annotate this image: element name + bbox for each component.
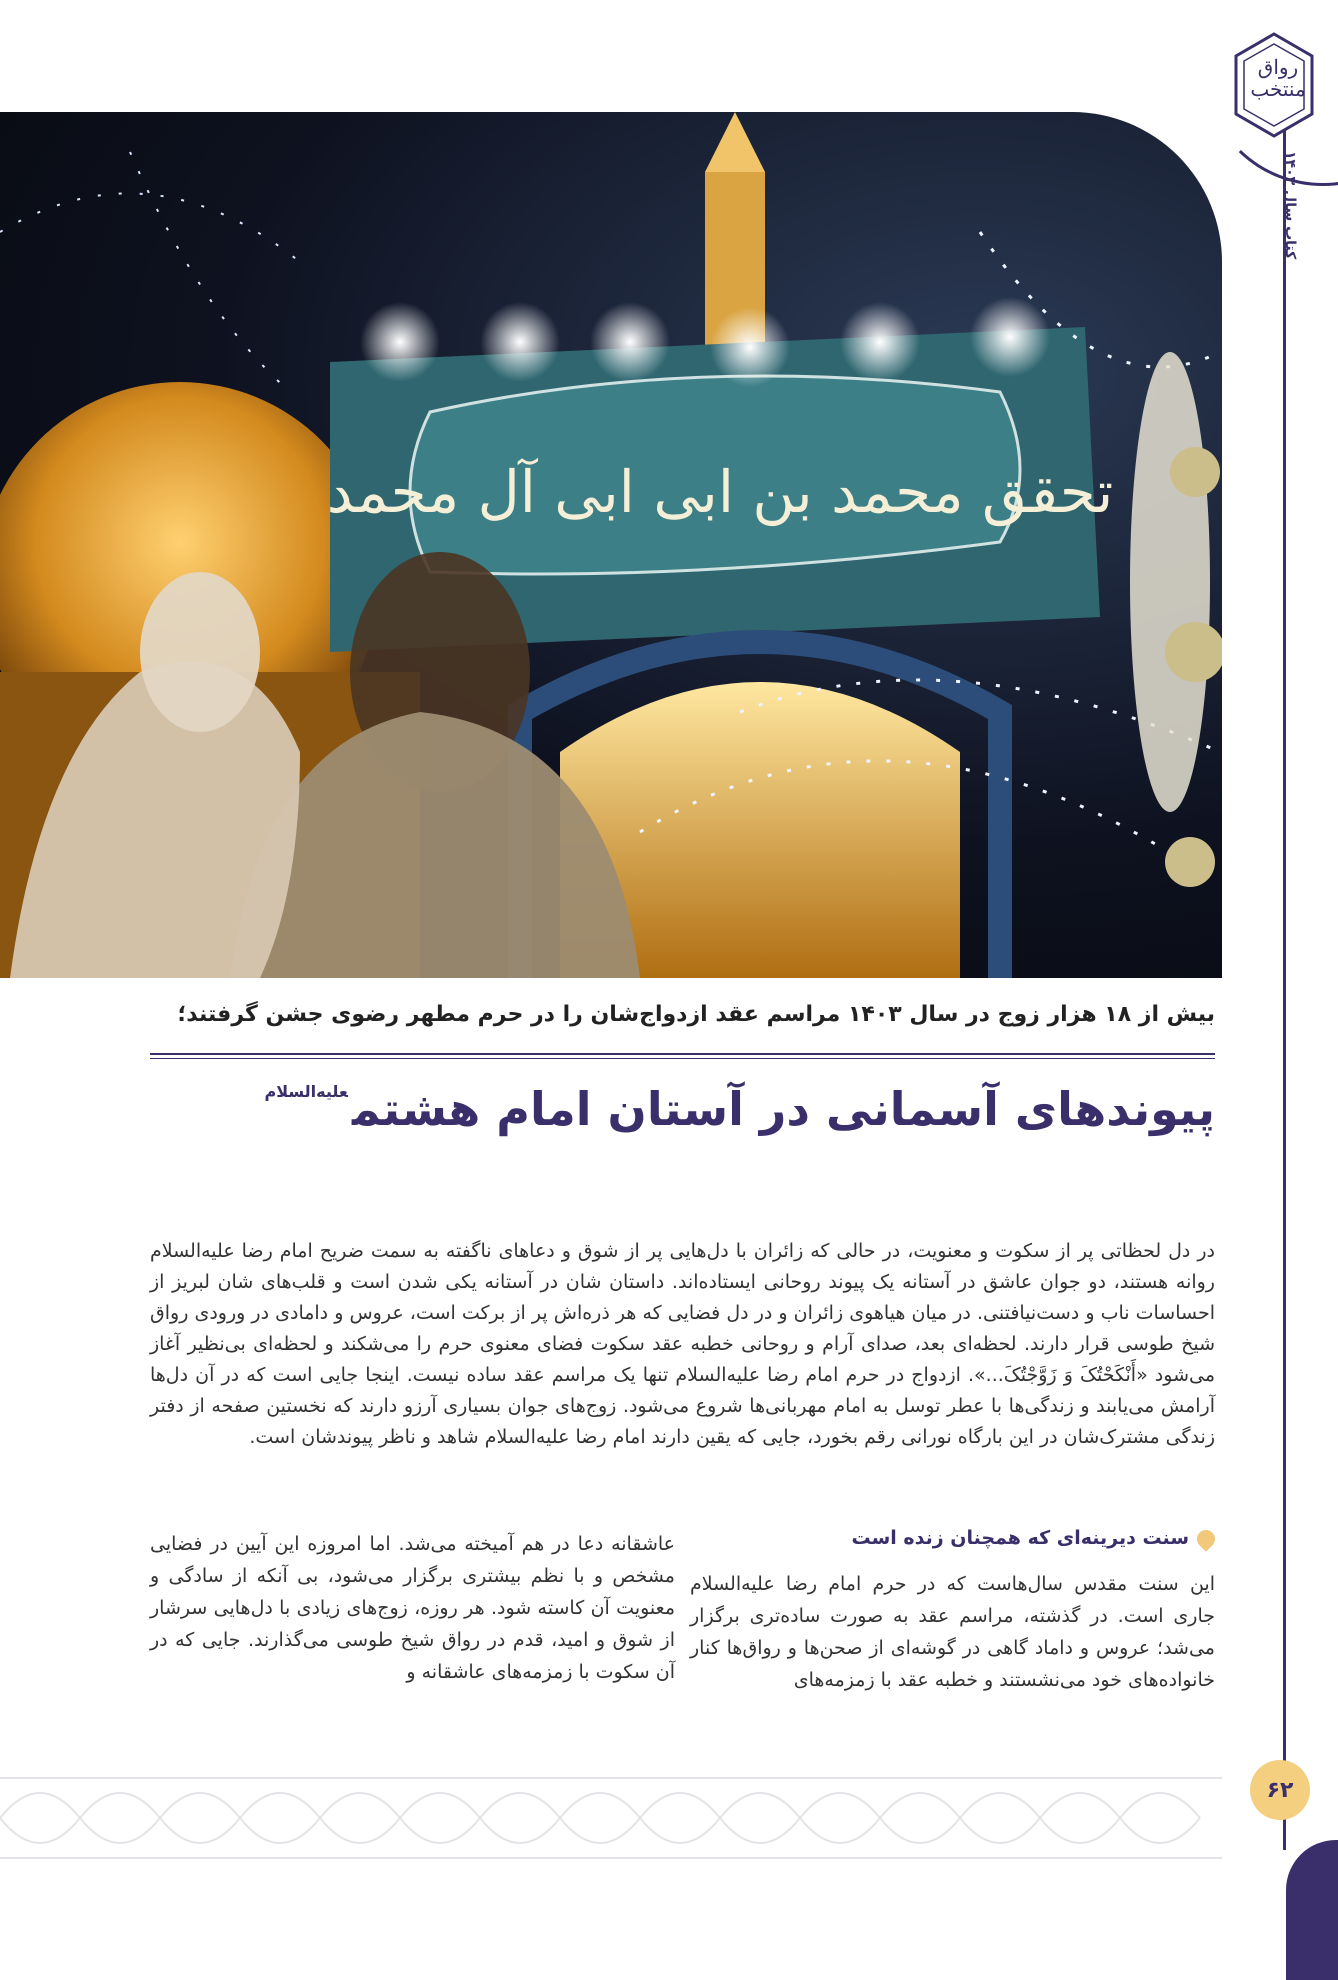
- bullet-icon: [1193, 1526, 1218, 1551]
- page-number: ۶۲: [1250, 1760, 1310, 1820]
- title-honorific: علیه‌السلام: [264, 1082, 348, 1101]
- section-heading: [720, 1527, 1215, 1549]
- lead-paragraph: در دل لحظاتی پر از سکوت و معنویت، در حالی که زائران با دل‌هایی پر از شوق و دعاهای ناگفته به سمت ضریح امام رضا علیه‌السلام روانه هستند، دو جوان عاشق در آستانه یک پیوند روحانی ایستاده‌اند. داستان شان در آستانه یکی شدن است و قلب‌های شان لبریز از احساسات ناب و دست‌نیافتنی. در میان هیاهوی زائران و در دل فضایی که هر ذره‌اش پر از برکت است، عروس و دامادی در ورودی رواق شیخ طوسی قرار دارند. لحظه‌ای بعد، صدای آرام و روحانی خطبه عقد سکوت فضای معنوی حرم را می‌شکند و لحظه‌ای بی‌نظیر آغاز می‌شود «أَنْکَحْتُکَ وَ زَوَّجْتُکَ...». ازدواج در حرم امام رضا علیه‌السلام تنها یک مراسم عقد ساده نیست. اینجا جایی است که در آن دل‌ها آرامش می‌یابند و زندگی‌ها با عطر توسل به امام مهربانی‌ها شروع می‌شود. زوج‌های جوان بسیاری آرزو دارند که نخستین صفحه از دفتر زندگی مشترک‌شان در این بارگاه نورانی رقم بخورد، جایی که یقین دارند امام رضا علیه‌السلام شاهد و ناظر پیوندشان است.: [150, 1240, 1215, 1448]
- section-heading-text: سنت دیرینه‌ای که همچنان زنده است: [851, 1527, 1189, 1549]
- hero-illustration: [0, 112, 1222, 978]
- column-left: عاشقانه دعا در هم آمیخته می‌شد. اما امروزه این آیین در فضایی مشخص و با نظم بیشتری برگزار می‌شود، بی آنکه از سادگی و معنویت آن کاسته شود. هر روزه، زوج‌های زیادی با دل‌هایی سرشار از شوق و امید، قدم در رواق شیخ طوسی می‌گذارند. جایی که در آن سکوت با زمزمه‌های عاشقانه و: [150, 1533, 675, 1683]
- footer-pattern: [0, 1768, 1222, 1868]
- rail-line: [1283, 130, 1286, 1850]
- article-title: [150, 1082, 1215, 1136]
- heading-rule: [150, 1053, 1215, 1055]
- heading-rule-thin: [150, 1058, 1215, 1059]
- hero-photo: [0, 112, 1222, 978]
- banner-text: تحقق محمد بن ابی ابی آل محمد: [326, 458, 1114, 526]
- bottom-tab: [1286, 1840, 1338, 1980]
- article-kicker: بیش از ۱۸ هزار زوج در سال ۱۴۰۳ مراسم عقد ازدواج‌شان را در حرم مطهر رضوی جشن گرفتند؛: [177, 1002, 1215, 1027]
- logo-text: رواق منتخب: [1250, 55, 1306, 101]
- column-right: این سنت مقدس سال‌هاست که در حرم امام رضا علیه‌السلام جاری است. در گذشته، مراسم عقد به صورت ساده‌تری برگزار می‌شد؛ عروس و داماد گاهی در گوشه‌ای از صحن‌ها و رواق‌ها کنار خانواده‌های خود می‌نشستند و خطبه عقد با زمزمه‌های: [690, 1573, 1215, 1691]
- year-label: کتاب سال ۱۴۰۳: [1282, 150, 1298, 260]
- title-text: پیوندهای آسمانی در آستان امام هشتم: [351, 1082, 1215, 1136]
